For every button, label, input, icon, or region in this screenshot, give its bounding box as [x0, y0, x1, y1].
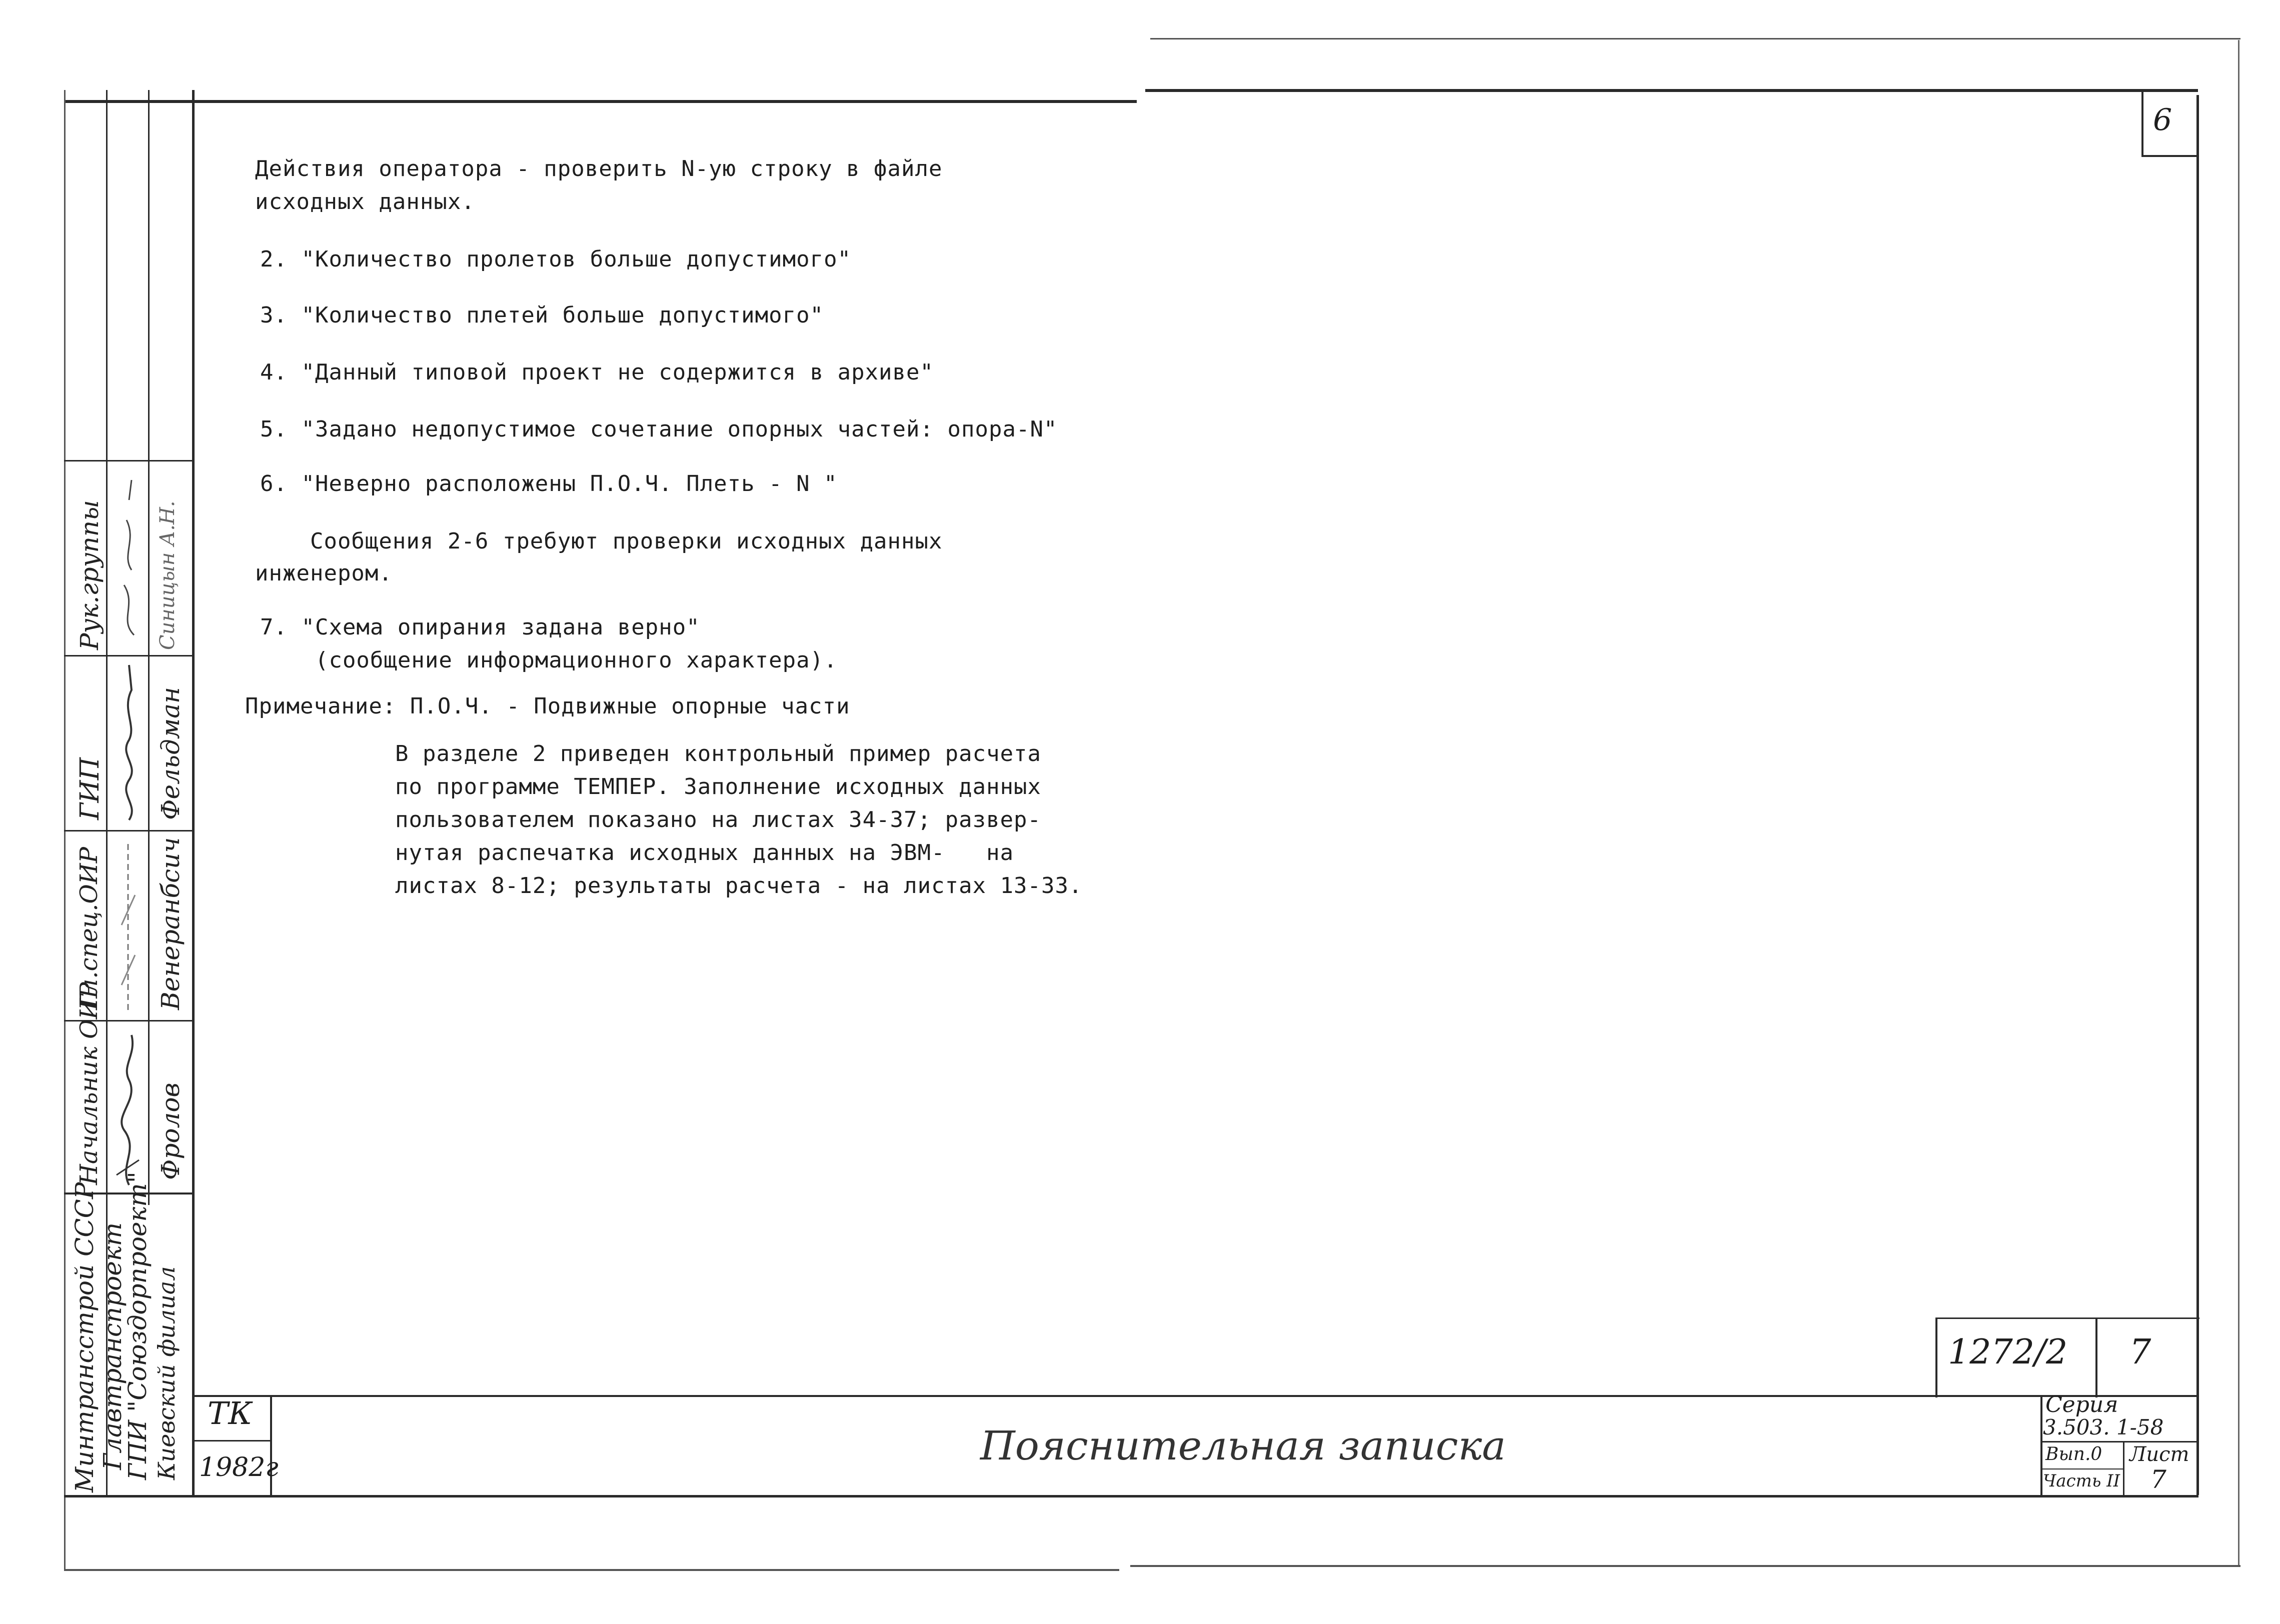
name-ruk-gruppy: Синицын А.Н. — [156, 500, 179, 650]
org-line-2: Главтранспроект — [98, 1222, 127, 1470]
role-gl-spec: Гл.спец.ОИР — [75, 846, 103, 1010]
document-title: Пояснительная записка — [980, 1422, 1506, 1469]
message-4: 4. "Данный типовой проект не содержится в архиве" — [260, 360, 934, 385]
message-2: 2. "Количество пролетов больше допустимого" — [260, 246, 852, 272]
frame-right-outer — [2238, 40, 2239, 1565]
para-2-6-line-1: Сообщения 2-6 требуют проверки исходных данных — [255, 528, 943, 554]
sheet-value: 7 — [2150, 1465, 2166, 1494]
role-ruk-gruppy: Рук.группы — [75, 500, 104, 650]
para-2-6-line-2: инженером. — [255, 560, 393, 586]
frame-top-outer — [1150, 38, 2240, 40]
series-box-left — [2040, 1395, 2042, 1498]
section-para-line-5: листах 8-12; результаты расчета - на листах 13-33. — [395, 873, 1083, 898]
doc-number-box-mid — [2095, 1318, 2097, 1398]
message-7-line-1: 7. "Схема опирания задана верно" — [260, 614, 700, 640]
series-label: Серия — [2045, 1392, 2118, 1418]
frame-bottom-outer-left — [64, 1569, 1119, 1571]
series-box-sep — [2040, 1441, 2198, 1442]
frame-bottom-outer-right — [1130, 1565, 2240, 1567]
title-block-code: ТК — [208, 1395, 253, 1432]
frame-top-left — [64, 100, 1137, 103]
section-para-line-4: нутая распечатка исходных данных на ЭВМ- на — [395, 840, 1014, 866]
title-block-tk-sep — [192, 1440, 272, 1442]
name-feldman: Фельдман — [156, 686, 185, 820]
page-number-box-left — [2141, 89, 2143, 156]
page-number-box-bottom — [2141, 155, 2198, 157]
org-line-1: Минтрансстрой СССР — [70, 1182, 99, 1492]
note: Примечание: П.О.Ч. - Подвижные опорные части — [245, 694, 850, 719]
series-box-sep-2 — [2040, 1468, 2123, 1470]
stamp-sep-4 — [64, 655, 193, 656]
intro-line-1: Действия оператора - проверить N-ую строку в файле — [255, 156, 943, 182]
doc-number: 1272/2 — [1948, 1332, 2068, 1372]
part-label: Часть II — [2043, 1471, 2120, 1491]
section-para-line-3: пользователем показано на листах 34-37; развер- — [395, 807, 1042, 832]
title-block-year: 1982г — [199, 1452, 279, 1482]
page-number: 6 — [2153, 102, 2172, 138]
name-frolov: Фролов — [156, 1082, 185, 1180]
signature-nachalnik — [109, 1025, 147, 1190]
sheet-label: Лист — [2129, 1443, 2189, 1466]
signature-gl-spec — [109, 835, 147, 1015]
frame-bottom — [64, 1495, 2198, 1498]
message-3: 3. "Количество плетей больше допустимого" — [260, 302, 824, 328]
frame-right — [2196, 95, 2199, 1495]
signature-ruk-gruppy — [109, 470, 147, 645]
frame-left — [192, 90, 195, 1498]
doc-number-box-top — [1935, 1318, 2199, 1319]
message-7-line-2: (сообщение информационного характера). — [260, 648, 838, 673]
role-gip: ГИП — [75, 757, 105, 820]
section-para-line-1: В разделе 2 приведен контрольный пример расчета — [395, 741, 1042, 766]
title-block-top — [192, 1395, 2197, 1397]
series-value: 3.503. 1-58 — [2043, 1415, 2164, 1440]
series-box-mid — [2123, 1441, 2124, 1498]
signature-gip — [109, 660, 147, 825]
message-5: 5. "Задано недопустимое сочетание опорных частей: опора-N" — [260, 416, 1058, 442]
message-6: 6. "Неверно расположены П.О.Ч. Плеть - N " — [260, 471, 838, 496]
doc-number-box-left — [1935, 1318, 1937, 1398]
section-para-line-2: по программе ТЕМПЕР. Заполнение исходных данных — [395, 774, 1042, 800]
sheet-count: 7 — [2129, 1332, 2151, 1372]
issue-label: Вып.0 — [2045, 1444, 2102, 1464]
org-line-4: Киевский филиал — [153, 1266, 180, 1480]
name-gl-spec: Венеранбсич — [156, 837, 185, 1010]
stamp-col-2 — [148, 90, 150, 1205]
stamp-sep-5 — [64, 460, 193, 462]
frame-top-right — [1145, 89, 2198, 92]
role-nachalnik: Начальник ОИР — [75, 982, 103, 1185]
stamp-sep-3 — [64, 830, 193, 832]
intro-line-2: исходных данных. — [255, 189, 475, 214]
org-line-3: ГПИ "Союздорпроект" — [123, 1172, 152, 1480]
